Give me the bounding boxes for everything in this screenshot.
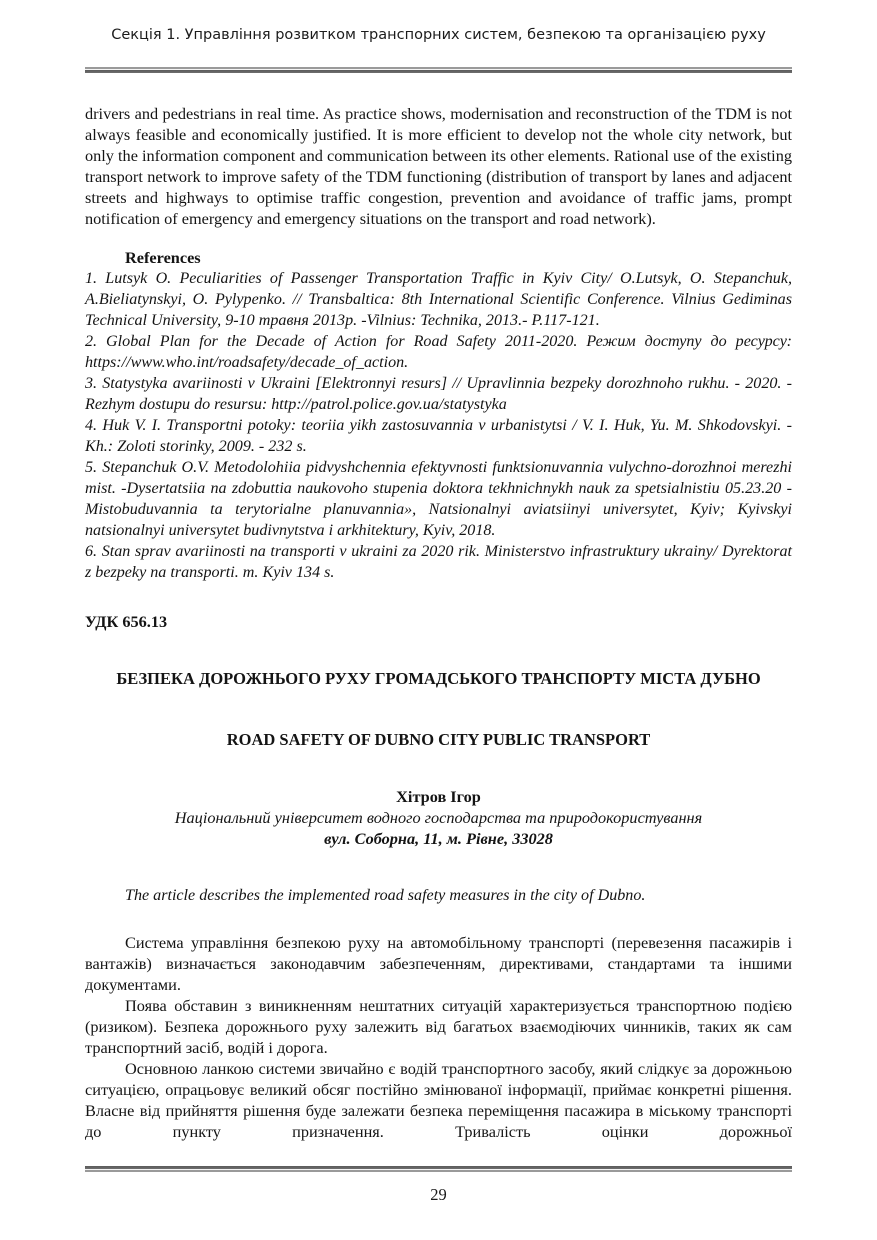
- reference-item: 2. Global Plan for the Decade of Action for Road Safety 2011-2020. Режим доступу до ресурсу: https://www.who.int/roadsafety/decade_of_action.: [85, 333, 792, 371]
- intro-paragraph: drivers and pedestrians in real time. As practice shows, modernisation and reconstruction of the TDM is not always feasible and economically justified. It is more efficient to develop not the whole city network, but only the information component and communication between its other elements. Rational use of the existing transport network to improve safety of the TDM functioning (distribution of transport by lanes and adjacent streets and highways to optimise traffic congestion, prevention and avoidance of traffic jams, prompt notification of emergency and emergency situations on the transport and road network).: [85, 104, 792, 228]
- references-heading: References: [125, 248, 201, 267]
- reference-item: 3. Statystyka avariinosti v Ukraini [Elektronnyi resurs] // Upravlinnia bezpeky dorozhnoho rukhu. - 2020. - Rezhym dostupu do resursu: http://patrol.police.gov.ua/statystyka: [85, 375, 792, 413]
- page-footer: [85, 1166, 792, 1205]
- reference-item: 6. Stan sprav avariinosti na transporti v ukraini za 2020 rik. Ministerstvo infrastruktury ukrainy/ Dyrektorat z bezpeky na transporti. m. Kyiv 134 s.: [85, 543, 792, 581]
- author-affiliation: Національний університет водного господарства та природокористування: [174, 808, 703, 827]
- article-title-english: ROAD SAFETY OF DUBNO CITY PUBLIC TRANSPORT: [226, 730, 651, 749]
- footer-rule: [85, 1166, 792, 1172]
- running-header: Секція 1. Управління розвитком транспорних систем, безпекою та організацією руху: [111, 27, 766, 43]
- reference-item: 5. Stepanchuk O.V. Metodolohiia pidvyshchennia efektyvnosti funktsionuvannia vulychno-dorozhnoi merezhi mist. -Dysertatsiia na zdobuttia naukovoho stupenia doktora tekhnichnykh nauk za spetsialnistiu 05.23.20 - Mistobuduvannia ta terytorialne planuvannia», Natsionalnyi aviatsiinyi universytet, Kyiv; Kyivskyi natsionalnyi universytet budivnytstva i arkhitektury, Kyiv, 2018.: [85, 459, 792, 539]
- reference-item: 1. Lutsyk O. Peculiarities of Passenger Transportation Traffic in Kyiv City/ O.Lutsyk, O. Stepanchuk, A.Bieliatynskyi, O. Pylypenko. // Transbaltica: 8th International Scientific Conference. Vilnius Gediminas Technical University, 9-10 травня 2013р. -Vilnius: Technika, 2013.- P.117-121.: [85, 270, 792, 329]
- body-paragraph: Система управління безпекою руху на автомобільному транспорті (перевезення пасажирів і вантажів) визначається законодавчим забезпеченням, директивами, стандартами та іншими документами.: [85, 933, 792, 994]
- article-title-ukrainian: БЕЗПЕКА ДОРОЖНЬОГО РУХУ ГРОМАДСЬКОГО ТРАНСПОРТУ МІСТА ДУБНО: [116, 669, 761, 688]
- udc-code: УДК 656.13: [85, 612, 168, 631]
- page-content: [85, 0, 792, 1142]
- header-rule: [85, 67, 792, 73]
- affiliation-address: вул. Соборна, 11, м. Рівне, 33028: [324, 829, 553, 848]
- abstract-text: The article describes the implemented road safety measures in the city of Dubno.: [125, 887, 646, 904]
- author-name: Хітров Ігор: [396, 787, 481, 806]
- reference-item: 4. Huk V. I. Transportni potoky: teoriia yikh zastosuvannia v urbanistytsi / V. I. Huk, Yu. M. Shkodovskyi. - Kh.: Zoloti storinky, 2009. - 232 s.: [85, 417, 792, 455]
- body-paragraph: Основною ланкою системи звичайно є водій транспортного засобу, який слідкує за дорожньою ситуацією, опрацьовує великий обсяг постійно змінюваної інформації, приймає конкретні рішення. Власне від прийняття рішення буде залежати безпека переміщення пасажира в міському транспорті до пункту призначення. Тривалість оцінки дорожньої: [85, 1059, 792, 1141]
- body-paragraph: Поява обставин з виникненням нештатних ситуацій характеризується транспортною подією (ризиком). Безпека дорожнього руху залежить від багатьох взаємодіючих чинників, таких як сам транспортний засіб, водій і дорога.: [85, 996, 792, 1057]
- page-number: 29: [430, 1185, 447, 1204]
